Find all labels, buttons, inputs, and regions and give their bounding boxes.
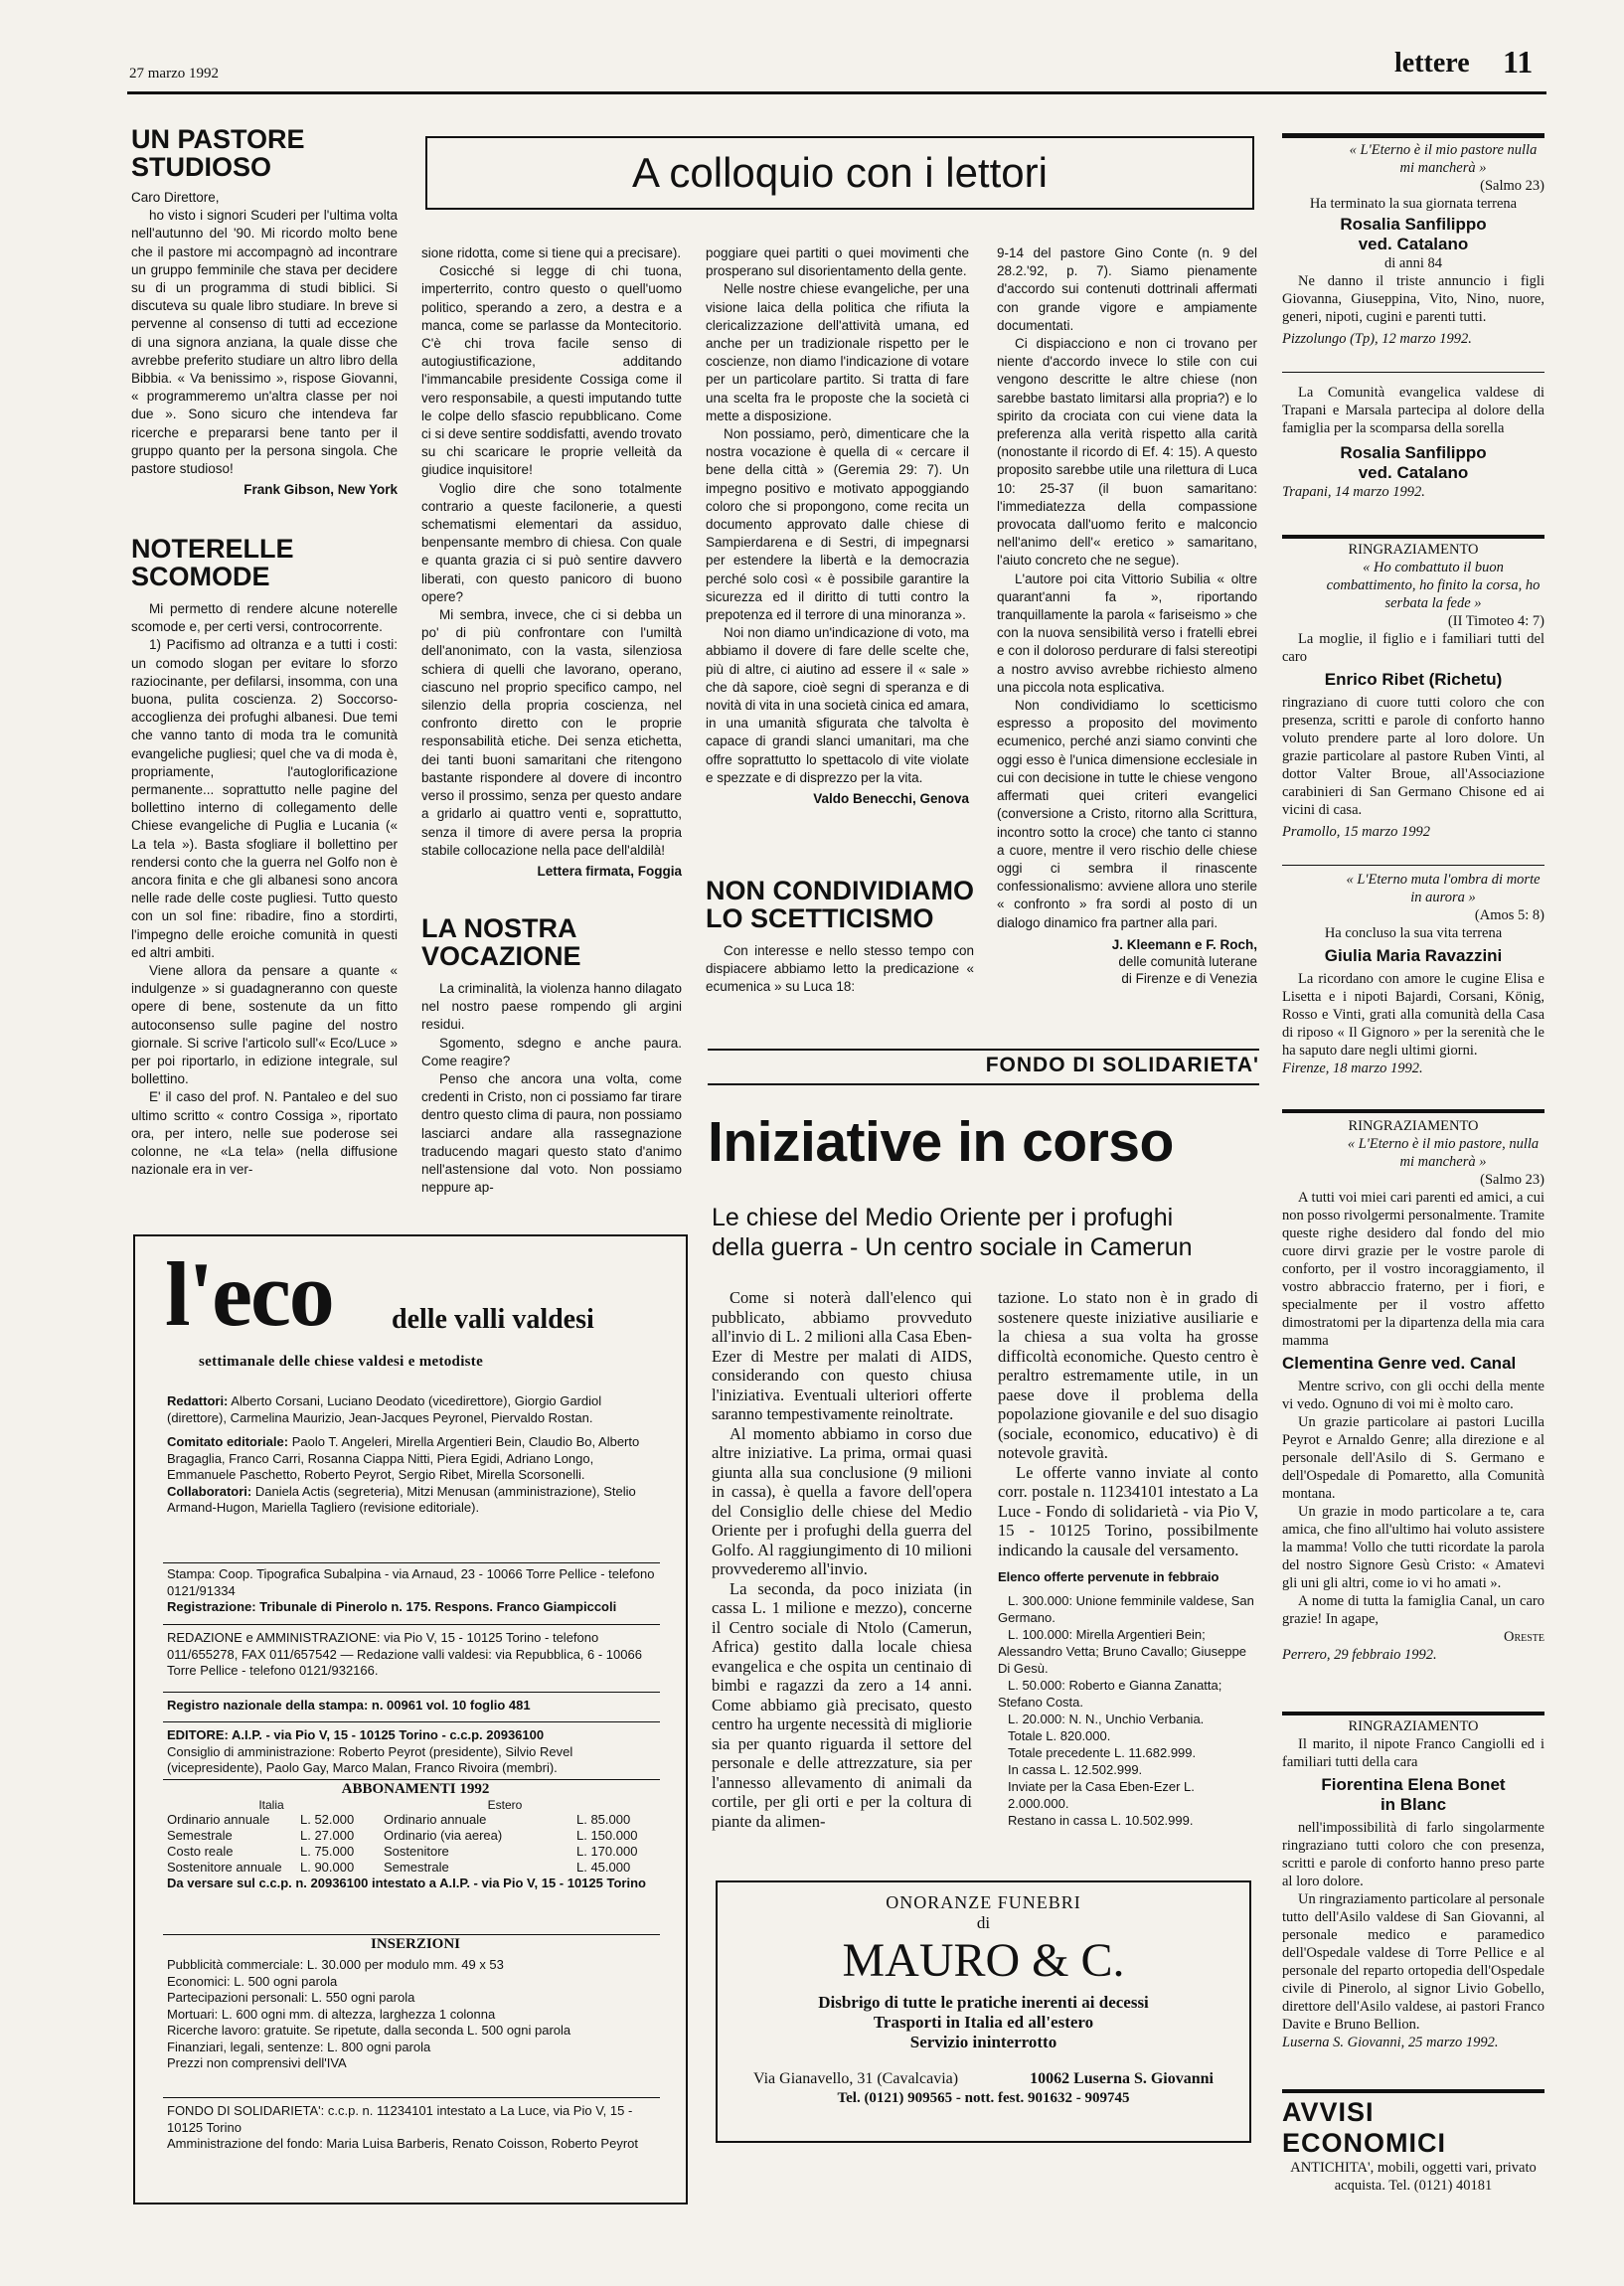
banner-title: A colloquio con i lettori	[632, 149, 1048, 196]
notice-ravazzini: « L'Eterno muta l'ombra di morte in aurora » (Amos 5: 8) Ha concluso la sua vita terrena Giulia Maria Ravazzini La ricordano con amore le cugine Elisa e Lisetta e i nipoti Bajardi, Corsani, König, Rosso e Vinti, grati alla comunità della Casa di riposo « Il Gignoro » per la serenità che le ha saputo dare negli ultimi giorni. Firenze, 18 marzo 1992.	[1282, 872, 1544, 1076]
issue-date: 27 marzo 1992	[129, 66, 219, 82]
letter-signature: Frank Gibson, New York	[244, 482, 398, 498]
avvisi-text: ANTICHITA', mobili, oggetti vari, privato acquista. Tel. (0121) 40181	[1290, 2160, 1537, 2194]
eco-abbonamenti: ABBONAMENTI 1992 Italia Estero Ordinario annuale L. 52.000 Ordinario annuale L. 85.000 Semestrale L. 27.000 Ordinario (via aerea) L. 150.000 Costo reale L. 75.000 Sostenitore L. 170.000 Sostenitore annuale L. 90.000 Semestrale L. 45.000 Da versare sul c.c.p. n. 20936100 intestato a A.I.P. - via Pio V, 15 - 10125 Torino	[167, 1781, 646, 1890]
letter-nostra-vocazione	[421, 914, 682, 1197]
letter-title: NON CONDIVIDIAMO LO SCETTICISMO	[706, 876, 974, 933]
fondo-kicker: FONDO DI SOLIDARIETA'	[985, 1054, 1259, 1076]
offers-list: L. 300.000: Unione femminile valdese, San Germano. L. 100.000: Mirella Argentieri Bein; Alessandro Vetta; Bruno Cavallo; Giuseppe Di Gesù. L. 50.000: Roberto e Gianna Zanatta; Stefano Costa. L. 20.000: N. N., Unchio Verbania. Totale L. 820.000. Totale precedente L. 11.682.999. In cassa L. 12.502.999. Inviate per la Casa Eben-Ezer L. 2.000.000. Restano in cassa L. 10.502.999.	[998, 1593, 1254, 1828]
notice-bonet: RINGRAZIAMENTO Il marito, il nipote Franco Cangiolli ed i familiari tutti della cara Fiorentina Elena Bonet in Blanc nell'impossibilità di farlo singolarmente ringraziano tutti coloro che con presenza, scritti e parole di conforto hanno preso parte al loro dolore. Un ringraziamento particolare al personale tutto dell'Asilo valdese di San Giovanni, al personale medico e paramedico dell'Ospedale valdese di Torre Pellice e al personale del reparto ortopedia dell'Ospedale civile di Pinerolo, al signor Livio Gobello, direttore dell'Asilo valdese, ai pastori Franco Davite e Bruno Bellion. Luserna S. Giovanni, 25 marzo 1992.	[1282, 1718, 1544, 2050]
letter-signature: Valdo Benecchi, Genova	[813, 791, 969, 807]
letter-vocazione-continued	[706, 245, 969, 806]
avvisi-title: AVVISI ECONOMICI	[1282, 2097, 1447, 2158]
avvisi-economici	[1282, 2097, 1544, 2195]
eco-fondo: FONDO DI SOLIDARIETA': c.c.p. n. 11234101 intestato a La Luce, via Pio V, 15 - 10125 Torino Amministrazione del fondo: Maria Luisa Barberis, Renato Coisson, Roberto Peyrot	[167, 2103, 639, 2151]
eco-staff: Redattori: Alberto Corsani, Luciano Deodato (vicedirettore), Giorgio Gardiol (direttore), Carmelina Maurizio, Jean-Jacques Peyronel, Piervaldo Rostan. Comitato editoriale: Paolo T. Angeleri, Mirella Argentieri Bein, Claudio Bo, Alberto Bragaglia, Franco Carri, Rosanna Ciappa Nitti, Piera Egidi, Adriano Longo, Emmanuele Paschetto, Roberto Peyrot, Sergio Ribet, Mirella Scorsonelli. Collaboratori: Daniela Actis (segreteria), Mitzi Menusan (amministrazione), Stelio Armand-Hugon, Mariella Tagliero (revisione editoriale).	[167, 1393, 640, 1515]
fondo-column-2: tazione. Lo stato non è in grado di sostenere queste iniziative ausiliarie e la chiesa a sua volta ha grosse difficoltà economiche. Questo centro è peraltro estremamente utile, in un paese dove il problema della popolazione giovanile e del suo disagio (sociale, economico, educativo) è di notevole gravità. Le offerte vanno inviate al conto corr. postale n. 11234101 intestato a La Luce - Fondo di solidarietà - via Pio V, 15 - 10125 Torino, possibilmente indicando la causale del versamento. Elenco offerte pervenute in febbraio L. 300.000: Unione femminile valdese, San Germano. L. 100.000: Mirella Argentieri Bein; Alessandro Vetta; Bruno Cavallo; Giuseppe Di Gesù. L. 50.000: Roberto e Gianna Zanatta; Stefano Costa. L. 20.000: N. N., Unchio Verbania. Totale L. 820.000. Totale precedente L. 11.682.999. In cassa L. 12.502.999. Inviate per la Casa Eben-Ezer L. 2.000.000. Restano in cassa L. 10.502.999.	[998, 1288, 1258, 1828]
section-label: lettere	[1394, 48, 1470, 79]
eco-registro: Registro nazionale della stampa: n. 00961 vol. 10 foglio 481	[167, 1698, 531, 1713]
letter-body: Caro Direttore, ho visto i signori Scuderi per l'ultima volta nell'autunno del '90. Mi ricordo molto bene che il pastore mi accompagnò ad incontrare un gruppo femminile che stava per decidere su di un programma di studi biblici. Si discuteva su quale libro studiare. In breve si pervenne al consenso di tutti ad eccezione di una signora anziana, la quale disse che avrebbe preferito studiare un altro libro della Bibbia. « Va benissimo », rispose Giovanni, « programmeremo un'altra classe per noi due ». Sono sicuro che intendeva far ricerche e prepararsi bene tanto per il gruppo quanto per la persona singola. Che pastore studioso!	[131, 190, 398, 477]
page-number: 11	[1503, 44, 1534, 80]
letter-body: poggiare quei partiti o quei movimenti che prosperano sul disorientamento della gente. Nelle nostre chiese evangeliche, per una visione laica della politica che rifiuta la clericalizzazione dell'attività umana, ed anche per un tradizionale rispetto per le coscienze, non diamo l'indicazione di votare per un particolare partito. Si tratta di fare una scelta fra le proposte che la società ci mette a disposizione. Non possiamo, però, dimenticare che la nostra vocazione è quella di « cercare il bene della città » (Geremia 29: 7). Un impegno positivo e motivato appoggiando coloro che si propongono, come recita un documento approvato dalle chiese di Sampierdarena e di Sestri, di impegnarsi per estendere la libertà e la democrazia perché solo così « è possibile garantire la sicurezza ed il diritto di tutti contro la prepotenza ed il terrore di una minoranza ». Noi non diamo un'indicazione di voto, ma abbiamo il dovere di fare delle scelte che, più di altre, ci aiutino ad essere il « sale » che dà sapore, cioè segni di speranza e di novità di vita in una società cinica ed amara, in una umanità sfigurata che talvolta è capace di grandi slanci umanitari, ma che offre soprattutto lo spettacolo di vite violate e spezzate e di disprezzo per la vita.	[706, 245, 969, 785]
eco-logo: l'eco	[165, 1243, 333, 1345]
funebri-ad: ONORANZE FUNEBRI di MAURO & C. Disbrigo di tutte le pratiche inerenti ai decessi Trasporti in Italia ed all'estero Servizio ininterrotto Via Gianavello, 31 (Cavalcavia) 10062 Luserna S. Giovanni Tel. (0121) 909565 - nott. fest. 901632 - 909745	[716, 1880, 1251, 2143]
notice-sanfilippo-1: « L'Eterno è il mio pastore nulla mi mancherà » (Salmo 23) Ha terminato la sua giornata terrena Rosalia Sanfilippo ved. Catalano di anni 84 Ne danno il triste annuncio i figli Giovanna, Giuseppina, Vito, Nino, nuore, generi, nipoti, cugini e parenti tutti. Pizzolungo (Tp), 12 marzo 1992.	[1282, 142, 1544, 347]
eco-tagline: settimanale delle chiese valdesi e metodiste	[199, 1354, 484, 1370]
letter-body: Con interesse e nello stesso tempo con dispiacere abbiamo letto la predicazione « ecumenica » su Luca 18:	[706, 943, 974, 995]
notice-ribet: RINGRAZIAMENTO « Ho combattuto il buon combattimento, ho finito la corsa, ho serbata la fede » (II Timoteo 4: 7) La moglie, il figlio e i familiari tutti del caro Enrico Ribet (Richetu) ringraziano di cuore tutti coloro che con presenza, scritti e parole di conforto hanno voluto prendere parte al loro dolore. Un grazie particolare al pastore Ruben Vinti, al dottor Valter Broue, all'Associazione carabinieri di San Germano Chisone ed ai vicini di casa. Pramollo, 15 marzo 1992	[1282, 542, 1544, 840]
funebri-name: MAURO & C.	[842, 1934, 1125, 1987]
letter-title: UN PASTORE STUDIOSO	[131, 124, 305, 182]
notice-canal: RINGRAZIAMENTO « L'Eterno è il mio pastore, nulla mi mancherà » (Salmo 23) A tutti voi miei cari parenti ed amici, a cui non posso rivolgermi personalmente. Tramite queste righe desidero dal fondo del mio cuore dirvi grazie per le vostre parole di conforto, per il vostro incoraggiamento, il vostro abbraccio fraterno, per i fiori, e specialmente per il vostro affetto dimostratomi per la dipartenza della mia cara mamma Clementina Genre ved. Canal Mentre scrivo, con gli occhi della mente vi vedo. Ognuno di voi mi è molto caro. Un grazie particolare ai pastori Lucilla Peyrot e Arnaldo Genre; alla direzione e al personale dell'Asilo di S. Germano e dell'Ospedale di Pomaretto, alla Comunità montana. Un grazie in modo particolare a te, cara amica, che fino all'ultimo hai voluto assistere la mamma! Vollo che tutti ricordate la parola del nostro Signore Gesù Cristo: « Amatevi gli uni gli altri, come io vi ho amati ». A nome di tutta la famiglia Canal, un caro grazie! In agape, Oreste Perrero, 29 febbraio 1992.	[1282, 1118, 1544, 1663]
letter-body: La criminalità, la violenza hanno dilagato nel nostro paese rompendo gli argini residui. Sgomento, sdegno e anche paura. Come reagire? Penso che ancora una volta, come credenti in Cristo, non ci possiamo far tirare dentro questo clima di paura, non possiamo lasciarci andare alla rassegnazione traducendo magari questo stato d'animo nell'astensione dal voto. Non possiamo neppure ap-	[421, 981, 682, 1196]
letter-body: 9-14 del pastore Gino Conte (n. 9 del 28.2.'92, p. 7). Siamo pienamente d'accordo sui contenuti dottrinali affermati con grande vigore e ampiamente documentati. Ci dispiacciono e non ci trovano per niente d'accordo invece lo stile con cui vengono descritte le altre chiese (non sarebbe bastato limitarsi alla propria?) e lo spirito da crociata con cui viene data la preferenza alla verità rispetto alla carità (nonostante il ricordo di Ef. 4: 15). A questo proposito sarebbe utile una rilettura di Luca 10: 25-37 (il buon samaritano: l'immediatezza della compassione provocata dall'uomo ferito e malconcio nell'animo dell'« eretico » samaritano, l'aiuto concreto che ne segue). L'autore poi cita Vittorio Subilia « oltre quarant'anni fa », riportando tranquillamente la parola « fariseismo » che con la nuova sensibilità verso i fratelli ebrei e con il doloroso perdurare di falsi stereotipi a nostro avviso avrebbe richiesto almeno una piccola nota esplicativa. Non condividiamo lo scetticismo espresso a proposito del movimento ecumenico, perché anzi siamo convinti che oggi esso è l'unica dimensione ecclesiale in cui con decisione in tutte le chiese vengono affermati quei criteri evangelici (conversione a Cristo, ritorno alla Scrittura, incontro sotto la croce) che tanto ci stanno a cuore, mentre il vero rischio delle chiese oggi ci sembra il rinascente confessionalismo: avviene allora uno sterile « confronto » fra sordi al posto di un dialogo dinamico fra partner alla pari.	[997, 245, 1257, 930]
eco-redazione: REDAZIONE e AMMINISTRAZIONE: via Pio V, 15 - 10125 Torino - telefono 011/655278, FAX 011/657542 — Redazione valli valdesi: via Repubblica, 6 - 10066 Torre Pellice - telefono 0121/932166.	[167, 1630, 642, 1678]
eco-stampa: Stampa: Coop. Tipografica Subalpina - via Arnaud, 23 - 10066 Torre Pellice - telefono 0121/91334 Registrazione: Tribunale di Pinerolo n. 175. Respons. Franco Giampiccoli	[167, 1566, 655, 1614]
section-rule	[708, 1049, 1259, 1051]
letter-noterelle-continued	[421, 245, 682, 879]
offers-title: Elenco offerte pervenute in febbraio	[998, 1569, 1219, 1584]
fondo-column-1: Come si noterà dall'elenco qui pubblicato, abbiamo provveduto all'invio di L. 2 milioni alla Casa Eben-Ezer di Mestre per malati di AIDS, considerando con questo chiusa l'iniziativa. Eventuali ulteriori offerte saranno tempestivamente reinoltrate. Al momento abbiamo in corso due altre iniziative. La prima, ormai quasi giunta alla sua conclusione (9 milioni in cassa), è quella a favore dell'opera del Consiglio delle chiese del Medio Oriente per i profughi della guerra del Golfo. Al raggiungimento di 10 milioni provvederemo all'invio. La seconda, da poco iniziata (in cassa L. 1 milione e mezzo), concerne il Centro sociale di Ntolo (Camerun, Africa) gestito dalla locale chiesa evangelica e che ospita un centinaio di bimbi e ragazzi da zero a 14 anni. Come abbiamo già precisato, questo centro ha urgente necessità di migliorie sia per quanto riguarda il settore del personale e delle attrezzature, sia per l'annesso allevamento di animali da cortile, per gli orti e per la coltura di piante da alimen-	[712, 1288, 972, 1831]
letter-noterelle-scomode	[131, 535, 398, 1180]
fondo-title: Iniziative in corso	[708, 1110, 1174, 1174]
notice-sanfilippo-2: La Comunità evangelica valdese di Trapani e Marsala partecipa al dolore della famiglia per la scomparsa della sorella Rosalia Sanfilippo ved. Catalano Trapani, 14 marzo 1992.	[1282, 385, 1544, 500]
letter-non-condividiamo-continued	[997, 245, 1257, 987]
letter-signature: J. Kleemann e F. Roch, delle comunità luterane di Firenze e di Venezia	[1111, 936, 1257, 986]
letter-pastore-studioso	[131, 125, 398, 497]
letter-signature: Lettera firmata, Foggia	[537, 863, 682, 879]
letter-title: NOTERELLE SCOMODE	[131, 534, 294, 591]
letter-non-condividiamo	[706, 877, 974, 997]
fondo-subtitle: Le chiese del Medio Oriente per i profughi della guerra - Un centro sociale in Camerun	[712, 1204, 1193, 1261]
letter-body: sione ridotta, come si tiene qui a precisare). Cosicché si legge di chi tuona, imperterrito, contro questo o quell'uomo politico, sperando a zero, a destra e a manca, come se parlasse da Montecitorio. C'è chi trova facile senso di autogiustificazione, additando l'immancabile presidente Cossiga come il vero responsabile, a questi imputando tutte le colpe dello sfascio repubblicano. Come ci si deve sentire soddisfatti, avendo trovato su chi scaricare le proprie velleità da giudice inquisitore! Voglio dire che sono totalmente contrario a queste facilonerie, a questi schematismi elementari da assiduo, benpensante membro di chiesa. Con quale e quanta grazia ci si può sentire davvero liberati, con questo panicoro di buono opere? Mi sembra, invece, che ci si debba un po' di più confrontare con l'umiltà dell'anonimato, con la vasta, silenziosa schiera di quelli che lavorano, operano, ciascuno nel proprio specifico campo, nel silenzio della propria coscienza, nel confronto diretto con le proprie responsabilità etiche. Dei senza etichetta, dei tanti buoni samaritani che ritengono bastante rispondere al dovere di incontro verso il prossimo, senza per questo andare a gridarlo ai quattro venti e, soprattutto, senza il timore di avere persa la propria stabile collocazione nella pace dell'aldilà!	[421, 245, 682, 858]
eco-inserzioni: INSERZIONI Pubblicità commerciale: L. 30.000 per modulo mm. 49 x 53 Economici: L. 500 ogni parola Partecipazioni personali: L. 550 ogni parola Mortuari: L. 600 ogni mm. di altezza, larghezza 1 colonna Ricerche lavoro: gratuite. Se ripetute, dalla seconda L. 500 ogni parola Finanziari, legali, sentenze: L. 800 ogni parola Prezzi non comprensivi dell'IVA	[167, 1936, 571, 2070]
letter-body: Mi permetto di rendere alcune noterelle scomode e, per certi versi, controcorrente. 1) Pacifismo ad oltranza e a tutti i costi: un comodo slogan per evitare lo sforzo raziocinante, per defilarsi, insomma, con una buona, pulita coscienza. 2) Soccorso-accoglienza dei profughi albanesi. Due temi che vanno tanto di moda tra le comunità evangeliche pugliesi; quel che va di moda è, propriamente, l'autoglorificazione permanente... soprattutto nelle pagine del bollettino interno di collegamento delle Chiese evangeliche di Puglia e Lucania (« La tela »). Basta sfogliare il bollettino per rendersi conto che la guerra nel Golfo non è ancora finita e che gli albanesi sono ancora nelle rade delle coste pugliesi. Tutto questo con un sol fine: ribadire, fino a stordirti, l'impegno delle eroiche comunità in questi ed altri ambiti. Viene allora da pensare a quante « indulgenze » si guadagneranno con queste opere di bene, sostenute da un fitto autoconsenso sulle pagine del nostro giornale. Si scrive l'articolo sull'« Eco/Luce » per poi riportarlo, in edizione integrale, sul bollettino. E' il caso del prof. N. Pantaleo e del suo ultimo scritto « contro Cossiga », riportato ora, per intero, nelle sue poderose sei colonne, ne «La tela» (nella diffusione nazionale era in ver-	[131, 601, 398, 1178]
banner-box	[425, 136, 1254, 210]
section-rule	[708, 1083, 1259, 1085]
eco-editore: EDITORE: A.I.P. - via Pio V, 15 - 10125 Torino - c.c.p. 20936100 Consiglio di amministrazione: Roberto Peyrot (presidente), Silvio Revel (vicepresidente), Paolo Gay, Marco Malan, Franco Rivoira (membri).	[167, 1727, 573, 1775]
header-rule	[127, 91, 1546, 94]
abbonamenti-table: Ordinario annuale L. 52.000 Ordinario annuale L. 85.000 Semestrale L. 27.000 Ordinario (via aerea) L. 150.000 Costo reale L. 75.000 Sostenitore L. 170.000 Sostenitore annuale L. 90.000 Semestrale L. 45.000	[167, 1812, 638, 1875]
letter-title: LA NOSTRA VOCAZIONE	[421, 913, 581, 971]
eco-masthead-box	[133, 1234, 688, 2204]
eco-logo-subtitle: delle valli valdesi	[392, 1304, 594, 1335]
